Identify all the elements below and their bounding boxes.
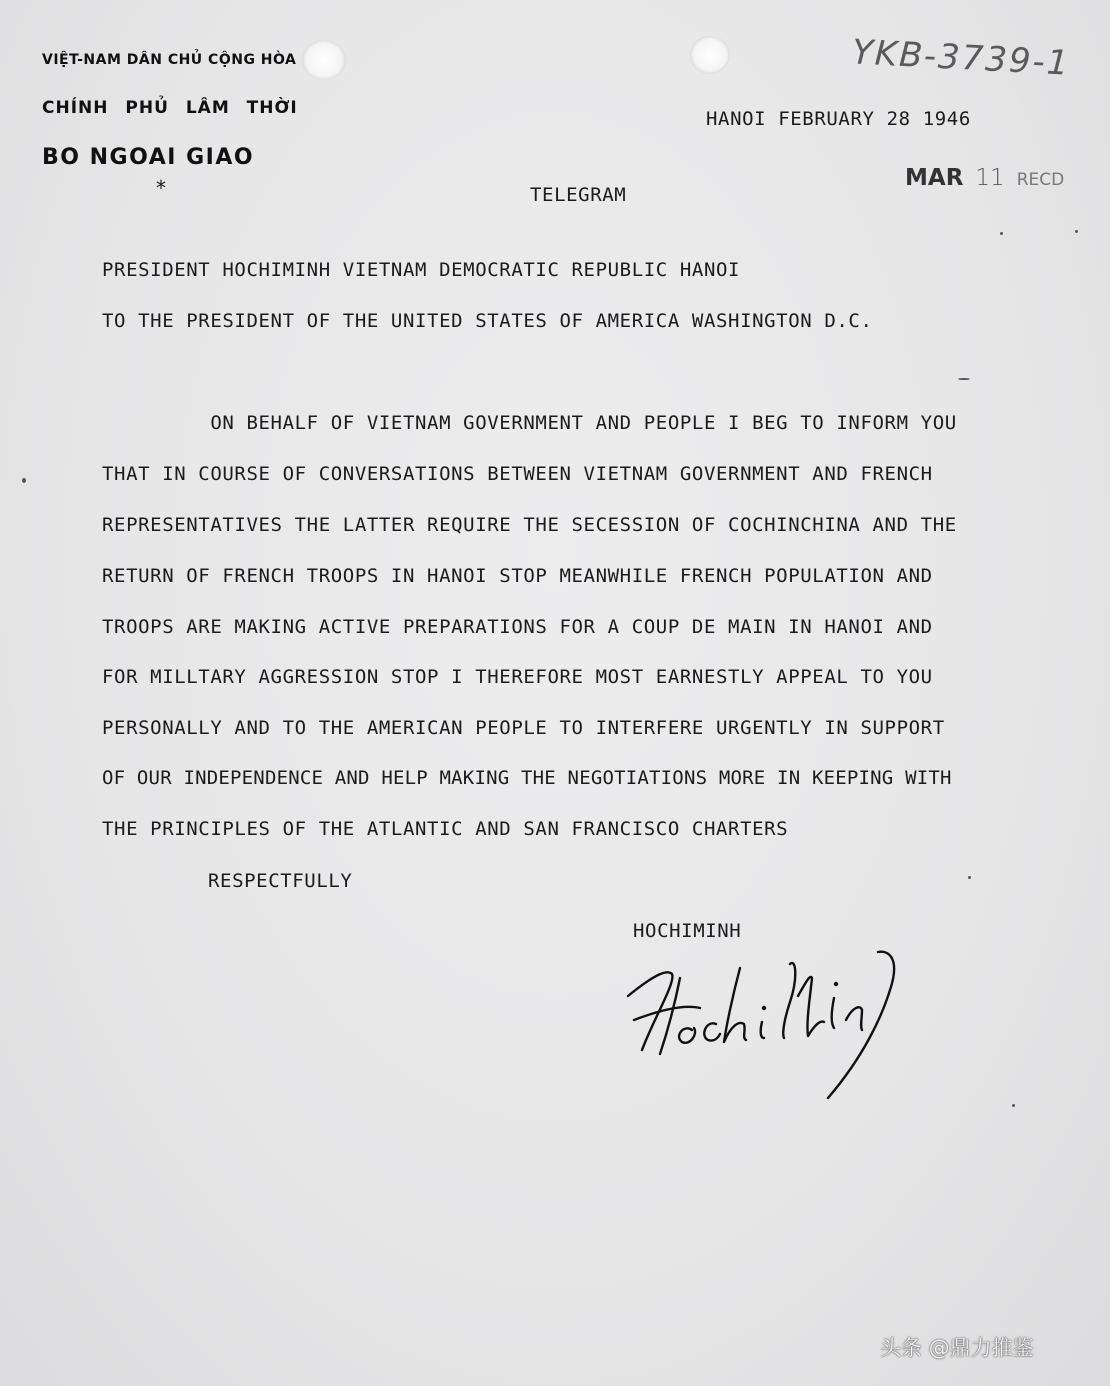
body-line: RETURN OF FRENCH TROOPS IN HANOI STOP MEANWHILE FRENCH POPULATION AND (102, 565, 933, 587)
handwritten-signature (620, 938, 920, 1108)
body-line: TROOPS ARE MAKING ACTIVE PREPARATIONS FOR A COUP DE MAIN IN HANOI AND (102, 616, 933, 638)
reference-number: YKB-3739-1 (851, 32, 1072, 84)
paper-speck (968, 876, 971, 879)
letterhead-country: VIỆT-NAM DÂN CHỦ CỘNG HÒA (42, 52, 297, 68)
paper-speck (1000, 232, 1003, 235)
watermark: 头条 @鼎力推鉴 (880, 1336, 1034, 1360)
body-line: THE PRINCIPLES OF THE ATLANTIC AND SAN FRANCISCO CHARTERS (102, 818, 789, 840)
star-ornament: * (156, 176, 166, 200)
body-line: OF OUR INDEPENDENCE AND HELP MAKING THE NEGOTIATIONS MORE IN KEEPING WITH (102, 767, 952, 789)
paper-speck (958, 378, 970, 380)
body-line: THAT IN COURSE OF CONVERSATIONS BETWEEN VIETNAM GOVERNMENT AND FRENCH (102, 463, 933, 485)
punch-hole (690, 36, 730, 74)
date-line: HANOI FEBRUARY 28 1946 (706, 108, 971, 130)
body-line: REPRESENTATIVES THE LATTER REQUIRE THE SECESSION OF COCHINCHINA AND THE (102, 514, 957, 536)
recipient-line: TO THE PRESIDENT OF THE UNITED STATES OF AMERICA WASHINGTON D.C. (102, 310, 873, 332)
body-line: PERSONALLY AND TO THE AMERICAN PEOPLE TO INTERFERE URGENTLY IN SUPPORT (102, 717, 945, 739)
paper-speck (1075, 230, 1078, 233)
body-line: FOR MILLTARY AGGRESSION STOP I THEREFORE MOST EARNESTLY APPEAL TO YOU (102, 666, 933, 688)
body-line: ON BEHALF OF VIETNAM GOVERNMENT AND PEOPLE I BEG TO INFORM YOU (102, 412, 957, 434)
letterhead-government: CHÍNH PHỦ LÂM THỜI (42, 98, 298, 118)
telegram-heading: TELEGRAM (530, 184, 627, 206)
paper-speck (22, 478, 26, 483)
paper-speck (1012, 1104, 1015, 1107)
closing: RESPECTFULLY (208, 870, 353, 892)
received-stamp: MAR 11 RECD (905, 165, 1065, 191)
signatory-name: HOCHIMINH (633, 920, 742, 942)
letterhead-ministry: BO NGOAI GIAO (42, 145, 255, 170)
sender-line: PRESIDENT HOCHIMINH VIETNAM DEMOCRATIC REPUBLIC HANOI (102, 259, 741, 281)
punch-hole (302, 40, 346, 80)
